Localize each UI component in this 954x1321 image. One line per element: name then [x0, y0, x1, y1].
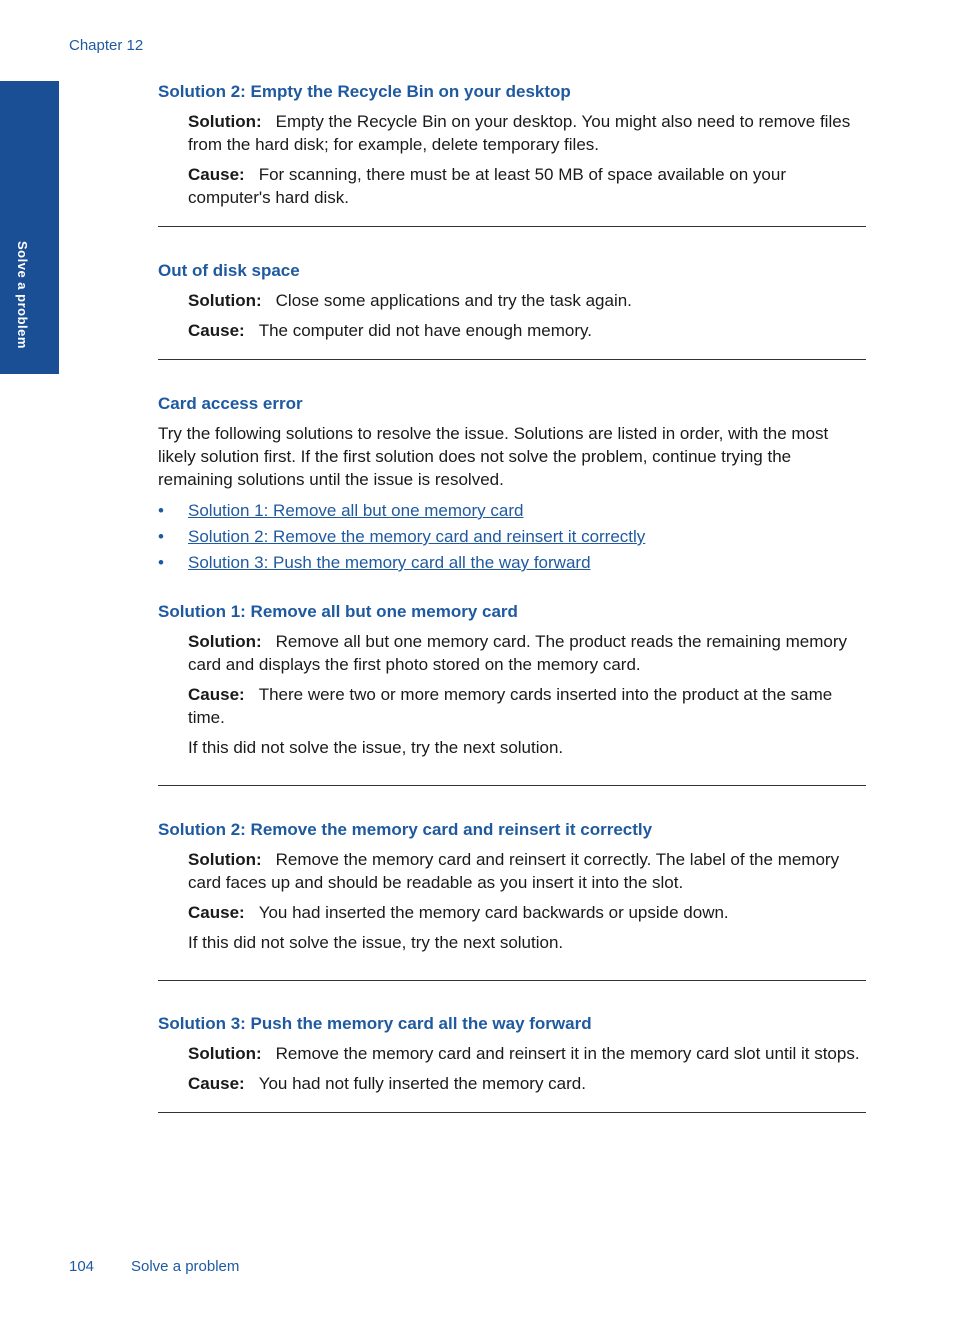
- disk-space-cause: Cause: The computer did not have enough memory.: [188, 321, 592, 340]
- chapter-header: Chapter 12: [69, 37, 144, 54]
- heading-solution-3: Solution 3: Push the memory card all the way forward: [158, 1014, 592, 1033]
- page-number: 104: [69, 1258, 95, 1275]
- recycle-bin-solution: Solution: Empty the Recycle Bin on your desktop. You might also need to remove files from the hard disk; for example, delete temporary files.: [188, 112, 851, 154]
- solution-3-solution: Solution: Remove the memory card and reinsert it in the memory card slot until it stops.: [188, 1044, 860, 1063]
- link-solution-2[interactable]: Solution 2: Remove the memory card and reinsert it correctly: [188, 527, 646, 546]
- solution-2-next: If this did not solve the issue, try the next solution.: [188, 933, 564, 952]
- recycle-bin-cause: Cause: For scanning, there must be at least 50 MB of space available on your computer's hard disk.: [188, 165, 786, 207]
- divider: [158, 226, 866, 227]
- divider: [158, 785, 866, 786]
- list-item: • Solution 2: Remove the memory card and reinsert it correctly: [158, 527, 646, 546]
- page-content: [158, 80, 866, 1113]
- solution-1-cause: Cause: There were two or more memory cards inserted into the product at the same time.: [188, 685, 833, 727]
- list-item: • Solution 3: Push the memory card all the way forward: [158, 553, 591, 572]
- solution-3-cause: Cause: You had not fully inserted the memory card.: [188, 1074, 586, 1093]
- link-solution-1[interactable]: Solution 1: Remove all but one memory card: [188, 501, 524, 520]
- footer-title: Solve a problem: [131, 1258, 240, 1275]
- heading-recycle-bin: Solution 2: Empty the Recycle Bin on your desktop: [158, 82, 571, 101]
- link-solution-3[interactable]: Solution 3: Push the memory card all the way forward: [188, 553, 591, 572]
- heading-card-access: Card access error: [158, 394, 303, 413]
- solution-2-solution: Solution: Remove the memory card and reinsert it correctly. The label of the memory card faces up and should be readable as you insert it into the slot.: [188, 850, 840, 892]
- solution-1-next: If this did not solve the issue, try the next solution.: [188, 738, 564, 757]
- card-access-intro: Try the following solutions to resolve the issue. Solutions are listed in order, with the most likely solution first. If the first solution does not solve the problem, continue trying the remaining solutions until the issue is resolved.: [158, 424, 829, 489]
- side-tab-label: Solve a problem: [15, 241, 30, 349]
- heading-solution-2: Solution 2: Remove the memory card and reinsert it correctly: [158, 820, 653, 839]
- disk-space-solution: Solution: Close some applications and try the task again.: [188, 291, 632, 310]
- list-item: • Solution 1: Remove all but one memory card: [158, 501, 524, 520]
- divider: [158, 980, 866, 981]
- divider: [158, 359, 866, 360]
- solution-2-cause: Cause: You had inserted the memory card backwards or upside down.: [188, 903, 729, 922]
- divider: [158, 1112, 866, 1113]
- heading-disk-space: Out of disk space: [158, 261, 300, 280]
- heading-solution-1: Solution 1: Remove all but one memory card: [158, 602, 518, 621]
- solution-1-solution: Solution: Remove all but one memory card. The product reads the remaining memory card and displays the first photo stored on the memory card.: [188, 632, 847, 674]
- solution-links-list: [158, 499, 866, 574]
